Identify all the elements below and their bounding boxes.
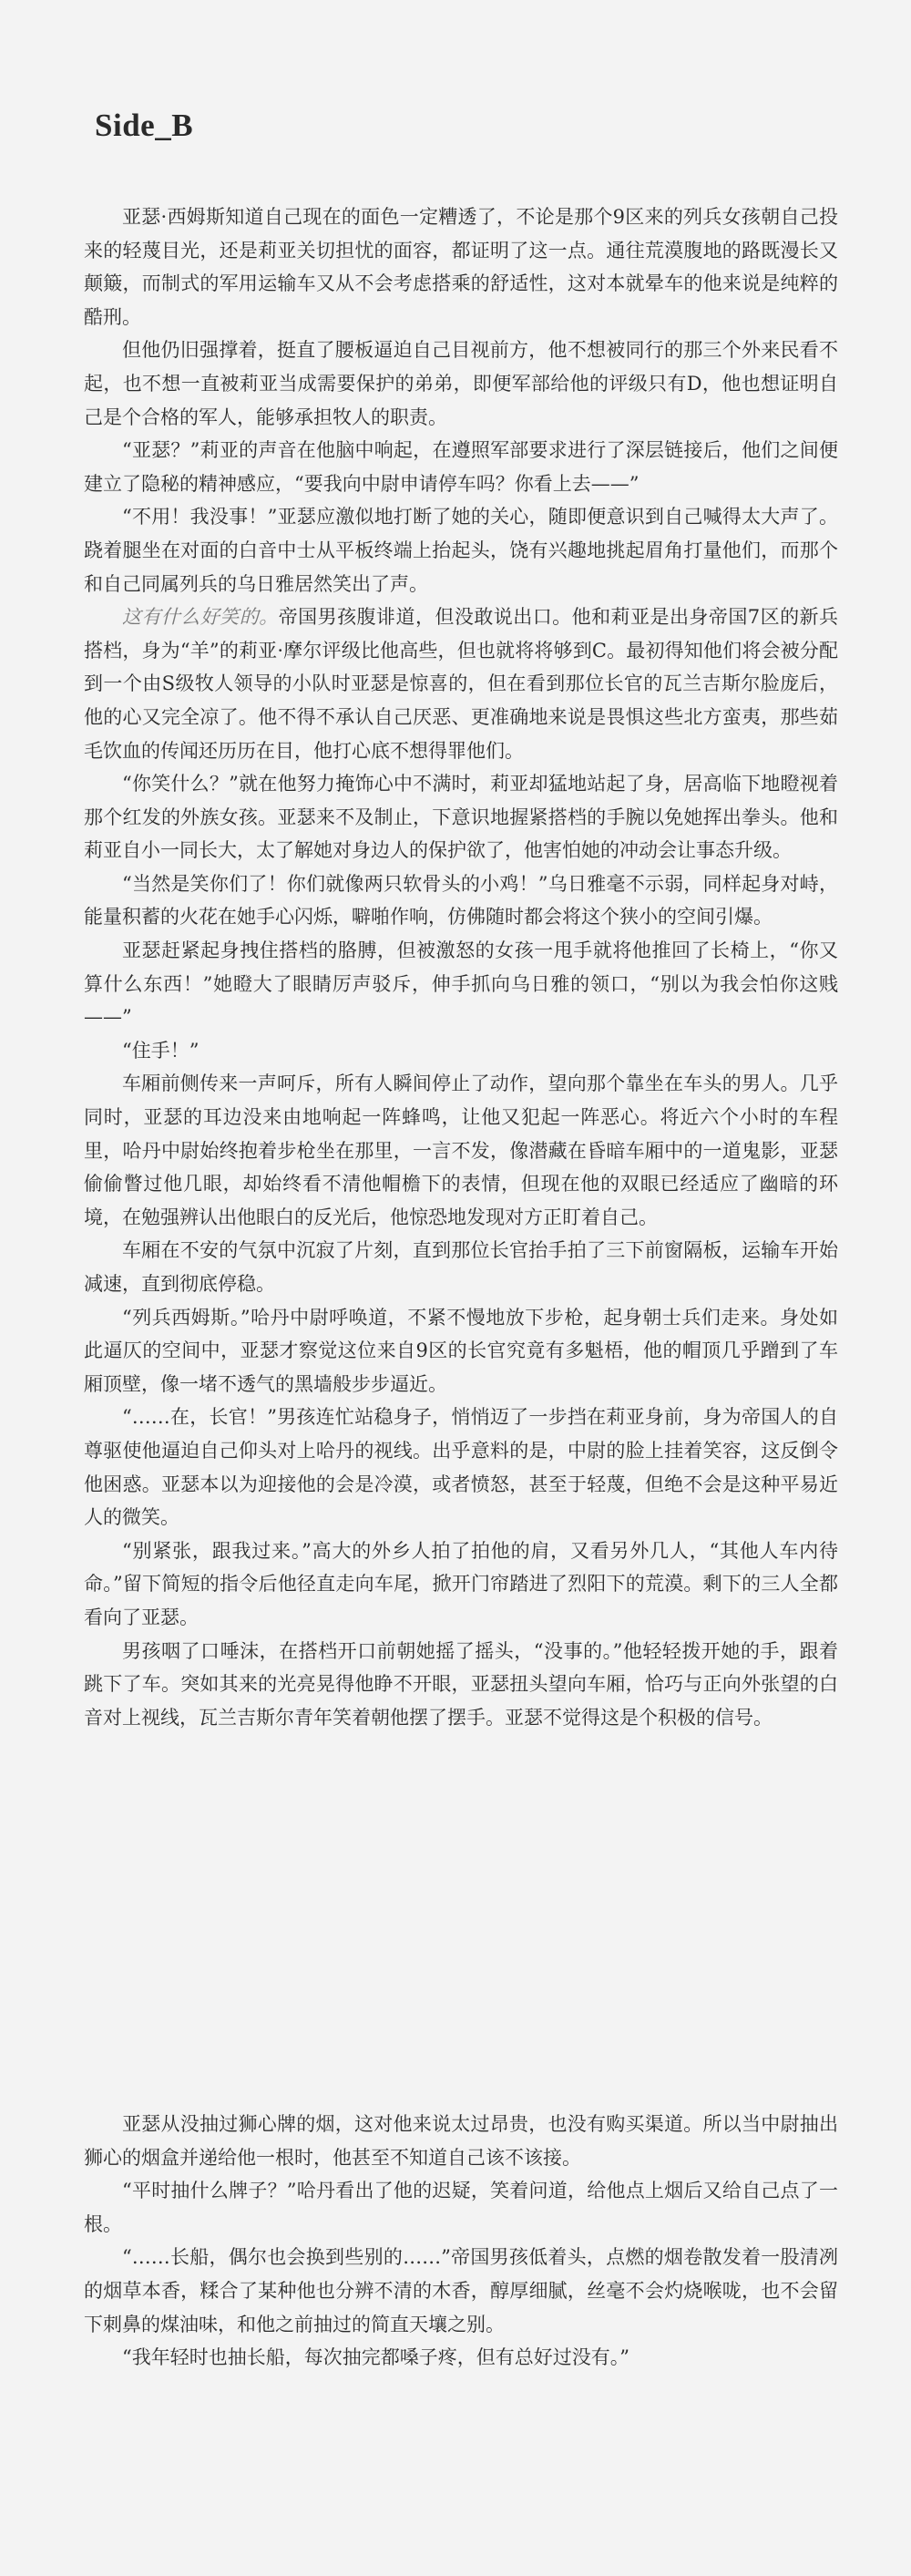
text-section-1 xyxy=(84,200,838,1734)
paragraph: “不用！我没事！”亚瑟应激似地打断了她的关心，随即便意识到自己喊得太大声了。跷着腿坐在对面的白音中士从平板终端上抬起头，饶有兴趣地挑起眉角打量他们，而那个和自己同属列兵的乌日雅居然笑出了声。 xyxy=(84,506,838,595)
paragraph: “列兵西姆斯。”哈丹中尉呼唤道，不紧不慢地放下步枪，起身朝士兵们走来。身处如此逼仄的空间中，亚瑟才察觉这位来自9区的长官究竟有多魁梧，他的帽顶几乎蹭到了车厢顶壁，像一堵不透气的黑墙般步步逼近。 xyxy=(84,1306,838,1395)
paragraph: 亚瑟从没抽过狮心牌的烟，这对他来说太过昂贵，也没有购买渠道。所以当中尉抽出狮心的烟盒并递给他一根时，他甚至不知道自己该不该接。 xyxy=(84,2113,838,2169)
paragraph: “亚瑟？”莉亚的声音在他脑中响起，在遵照军部要求进行了深层链接后，他们之间便建立了隐秘的精神感应，“要我向中尉申请停车吗？你看上去——” xyxy=(84,439,838,495)
paragraph: “……在，长官！”男孩连忙站稳身子，悄悄迈了一步挡在莉亚身前，身为帝国人的自尊驱使他逼迫自己仰头对上哈丹的视线。出乎意料的是，中尉的脸上挂着笑容，这反倒令他困惑。亚瑟本以为迎接他的会是冷漠，或者愤怒，甚至于轻蔑，但绝不会是这种平易近人的微笑。 xyxy=(84,1406,838,1529)
paragraph: 男孩咽了口唾沫，在搭档开口前朝她摇了摇头，“没事的。”他轻轻拨开她的手，跟着跳下了车。突如其来的光亮晃得他睁不开眼，亚瑟扭头望向车厢，恰巧与正向外张望的白音对上视线，瓦兰吉斯尔青年笑着朝他摆了摆手。亚瑟不觉得这是个积极的信号。 xyxy=(84,1639,838,1729)
paragraph: “住手！” xyxy=(122,1039,200,1062)
text-section-2 xyxy=(84,2108,838,2375)
inner-thought: 这有什么好笑的。 xyxy=(122,606,279,629)
paragraph: 亚瑟赶紧起身拽住搭档的胳膊，但被激怒的女孩一甩手就将他推回了长椅上，“你又算什么东西！”她瞪大了眼睛厉声驳斥，伸手抓向乌日雅的领口，“别以为我会怕你这贱——” xyxy=(84,939,838,1029)
paragraph: “当然是笑你们了！你们就像两只软骨头的小鸡！”乌日雅毫不示弱，同样起身对峙，能量积蓄的火花在她手心闪烁，噼啪作响，仿佛随时都会将这个狭小的空间引爆。 xyxy=(84,872,838,929)
paragraph: 但他仍旧强撑着，挺直了腰板逼迫自己目视前方，他不想被同行的那三个外来民看不起，也不想一直被莉亚当成需要保护的弟弟，即便军部给他的评级只有D，他也想证明自己是个合格的军人，能够承担牧人的职责。 xyxy=(84,339,838,428)
paragraph: “你笑什么？”就在他努力掩饰心中不满时，莉亚却猛地站起了身，居高临下地瞪视着那个红发的外族女孩。亚瑟来不及制止，下意识地握紧搭档的手腕以免她挥出拳头。他和莉亚自小一同长大，太了解她对身边人的保护欲了，他害怕她的冲动会让事态升级。 xyxy=(84,773,838,862)
paragraph: 车厢前侧传来一声呵斥，所有人瞬间停止了动作，望向那个靠坐在车头的男人。几乎同时，亚瑟的耳边没来由地响起一阵蜂鸣，让他又犯起一阵恶心。将近六个小时的车程里，哈丹中尉始终抱着步枪坐在那里，一言不发，像潜藏在昏暗车厢中的一道鬼影，亚瑟偷偷瞥过他几眼，却始终看不清他帽檐下的表情，但现在他的双眼已经适应了幽暗的环境，在勉强辨认出他眼白的反光后，他惊恐地发现对方正盯着自己。 xyxy=(84,1072,838,1228)
paragraph: 车厢在不安的气氛中沉寂了片刻，直到那位长官抬手拍了三下前窗隔板，运输车开始减速，直到彻底停稳。 xyxy=(84,1239,838,1295)
paragraph-text: 帝国男孩腹诽道，但没敢说出口。他和莉亚是出身帝国7区的新兵搭档，身为“羊”的莉亚·摩尔评级比他高些，但也就将将够到C。最初得知他们将会被分配到一个由S级牧人领导的小队时亚瑟是惊喜的，但在看到那位长官的瓦兰吉斯尔脸庞后，他的心又完全凉了。他不得不承认自己厌恶、更准确地来说是畏惧这些北方蛮夷，那些茹毛饮血的传闻还历历在目，他打心底不想得罪他们。 xyxy=(84,606,839,762)
paragraph xyxy=(84,600,838,767)
paragraph: 亚瑟·西姆斯知道自己现在的面色一定糟透了，不论是那个9区来的列兵女孩朝自己投来的轻蔑目光，还是莉亚关切担忧的面容，都证明了这一点。通往荒漠腹地的路既漫长又颠簸，而制式的军用运输车又从不会考虑搭乘的舒适性，这对本就晕车的他来说是纯粹的酷刑。 xyxy=(84,206,838,328)
paragraph: “……长船，偶尔也会换到些别的……”帝国男孩低着头，点燃的烟卷散发着一股清冽的烟草本香，糅合了某种他也分辨不清的木香，醇厚细腻，丝毫不会灼烧喉咙，也不会留下刺鼻的煤油味，和他之前抽过的简直天壤之别。 xyxy=(84,2246,838,2335)
paragraph: “平时抽什么牌子？”哈丹看出了他的迟疑，笑着问道，给他点上烟后又给自己点了一根。 xyxy=(84,2180,838,2235)
paragraph: “我年轻时也抽长船，每次抽完都嗓子疼，但有总好过没有。” xyxy=(122,2346,630,2369)
paragraph: “别紧张，跟我过来。”高大的外乡人拍了拍他的肩，又看另外几人，“其他人车内待命。”留下简短的指令后他径直走向车尾，掀开门帘踏进了烈阳下的荒漠。剩下的三人全都看向了亚瑟。 xyxy=(84,1539,838,1628)
page-title: Side_B xyxy=(95,108,194,143)
